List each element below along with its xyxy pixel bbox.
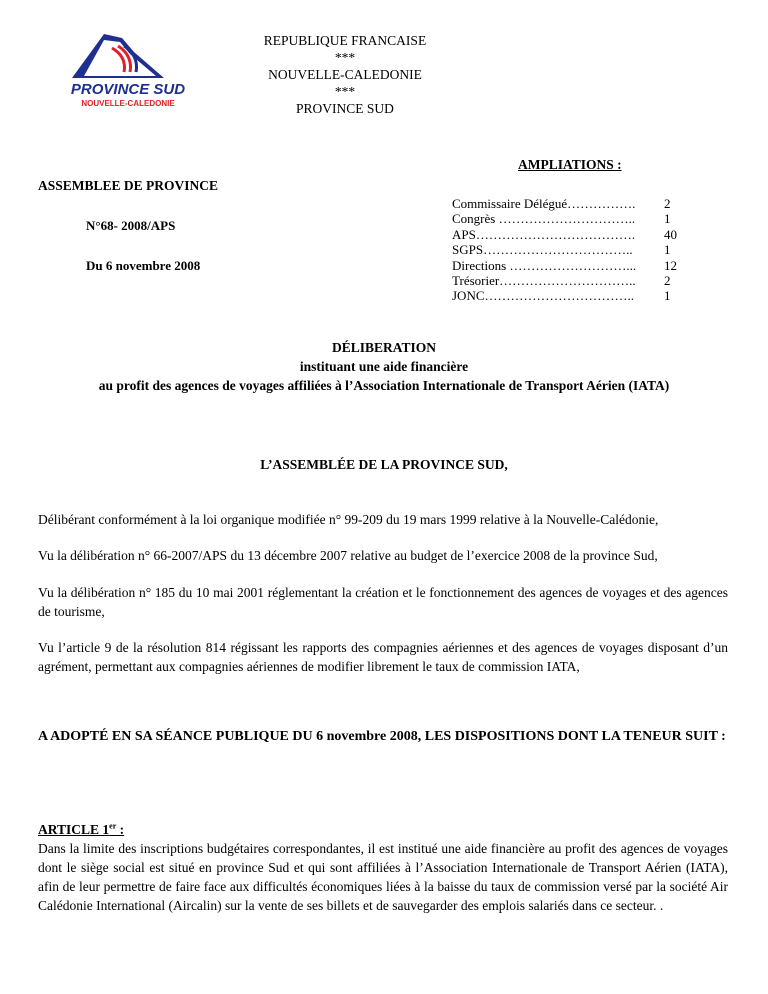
ampliation-row <box>452 242 694 257</box>
consideration-paragraph: Délibérant conformément à la loi organique modifiée n° 99-209 du 19 mars 1999 relative à la Nouvelle-Calédonie, <box>38 512 659 527</box>
ampliation-label: Directions ………………………... <box>452 257 637 273</box>
article-1-title-prefix: ARTICLE 1 <box>38 822 110 837</box>
ampliation-label: JONC…………………………….. <box>452 288 635 304</box>
assembly-heading: L’ASSEMBLÉE DE LA PROVINCE SUD, <box>260 457 508 472</box>
adoption-statement: A ADOPTÉ EN SA SÉANCE PUBLIQUE DU 6 novembre 2008, LES DISPOSITIONS DONT LA TENEUR SUIT : <box>38 729 726 744</box>
consideration-paragraph: Vu la délibération n° 66-2007/APS du 13 décembre 2007 relative au budget de l’exercice 2008 de la province Sud, <box>38 548 658 563</box>
title-line-2: instituant une aide financière <box>299 359 469 374</box>
title-line-3: au profit des agences de voyages affiliées à l’Association Internationale de Transport Aérien (IATA) <box>98 378 670 393</box>
logo-sub-text: NOUVELLE-CALEDONIE <box>81 99 175 108</box>
ampliations-title: AMPLIATIONS : <box>518 157 622 172</box>
consideration-paragraph: Vu la délibération n° 185 du 10 mai 2001 réglementant la création et le fonctionnement des agences de voyages et des agences de tourisme, <box>38 585 728 619</box>
header-separator-1: *** <box>334 50 356 65</box>
ampliation-count: 40 <box>664 226 677 242</box>
ampliation-row <box>452 211 694 226</box>
ampliation-label: Trésorier………………………….. <box>452 273 636 289</box>
ampliation-count: 2 <box>664 196 671 211</box>
article-1-text: Dans la limite des inscriptions budgétaires correspondantes, il est institué une aide financière au profit des agences de voyages dont le siège social est situé en province Sud et qui sont affiliées à l’Association Internationale de Transport Aérien (IATA), afin de leur permettre de faire face aux difficultés économiques liées à la baisse du taux de commission versé par la société Air Calédonie International (Aircalin) sur la vente de ses billets et de sauvegarder des emplois salariés dans ce secteur. . <box>38 841 728 913</box>
ampliation-count: 2 <box>664 273 671 289</box>
ampliation-count: 12 <box>664 257 677 273</box>
province-sud-logo-graphic <box>64 28 192 122</box>
ampliation-count: 1 <box>664 242 671 258</box>
header-republique: REPUBLIQUE FRANCAISE <box>263 33 427 48</box>
province-sud-logo <box>64 28 192 122</box>
title-line-1: DÉLIBERATION <box>331 340 437 355</box>
header-province-sud: PROVINCE SUD <box>296 101 394 116</box>
article-1-title-suffix: : <box>116 822 125 837</box>
header-separator-2: *** <box>334 84 356 99</box>
ampliation-count: 1 <box>664 288 671 304</box>
ampliation-label: APS………………………………. <box>452 226 636 242</box>
article-1-title <box>38 820 728 839</box>
ampliation-label: SGPS…………………………….. <box>452 242 633 258</box>
ampliation-label: Congrès ………………………….. <box>452 211 636 227</box>
ampliation-row <box>452 258 694 273</box>
header-nouvelle-caledonie: NOUVELLE-CALEDONIE <box>268 67 422 82</box>
ampliation-label: Commissaire Délégué……………. <box>452 196 636 211</box>
deliberation-title <box>40 338 728 395</box>
ampliation-row <box>452 196 694 211</box>
ampliation-row <box>452 273 694 288</box>
ampliation-row <box>452 227 694 242</box>
article-1-title-sup: er <box>109 821 117 831</box>
deliberation-number: N°68- 2008/APS <box>86 218 176 233</box>
ampliation-row <box>452 288 694 303</box>
ampliation-count: 1 <box>664 211 671 227</box>
deliberation-date: Du 6 novembre 2008 <box>86 258 201 273</box>
assembly-name: ASSEMBLEE DE PROVINCE <box>38 178 219 193</box>
consideration-paragraph: Vu l’article 9 de la résolution 814 régissant les rapports des compagnies aériennes et des agences de voyages disposant d’un agrément, permettant aux compagnies aériennes de modifier librement le taux de commission IATA, <box>38 640 728 674</box>
logo-main-text: PROVINCE SUD <box>70 81 186 98</box>
header-block <box>240 32 450 117</box>
ampliations-table <box>452 196 694 304</box>
article-1 <box>38 820 728 915</box>
